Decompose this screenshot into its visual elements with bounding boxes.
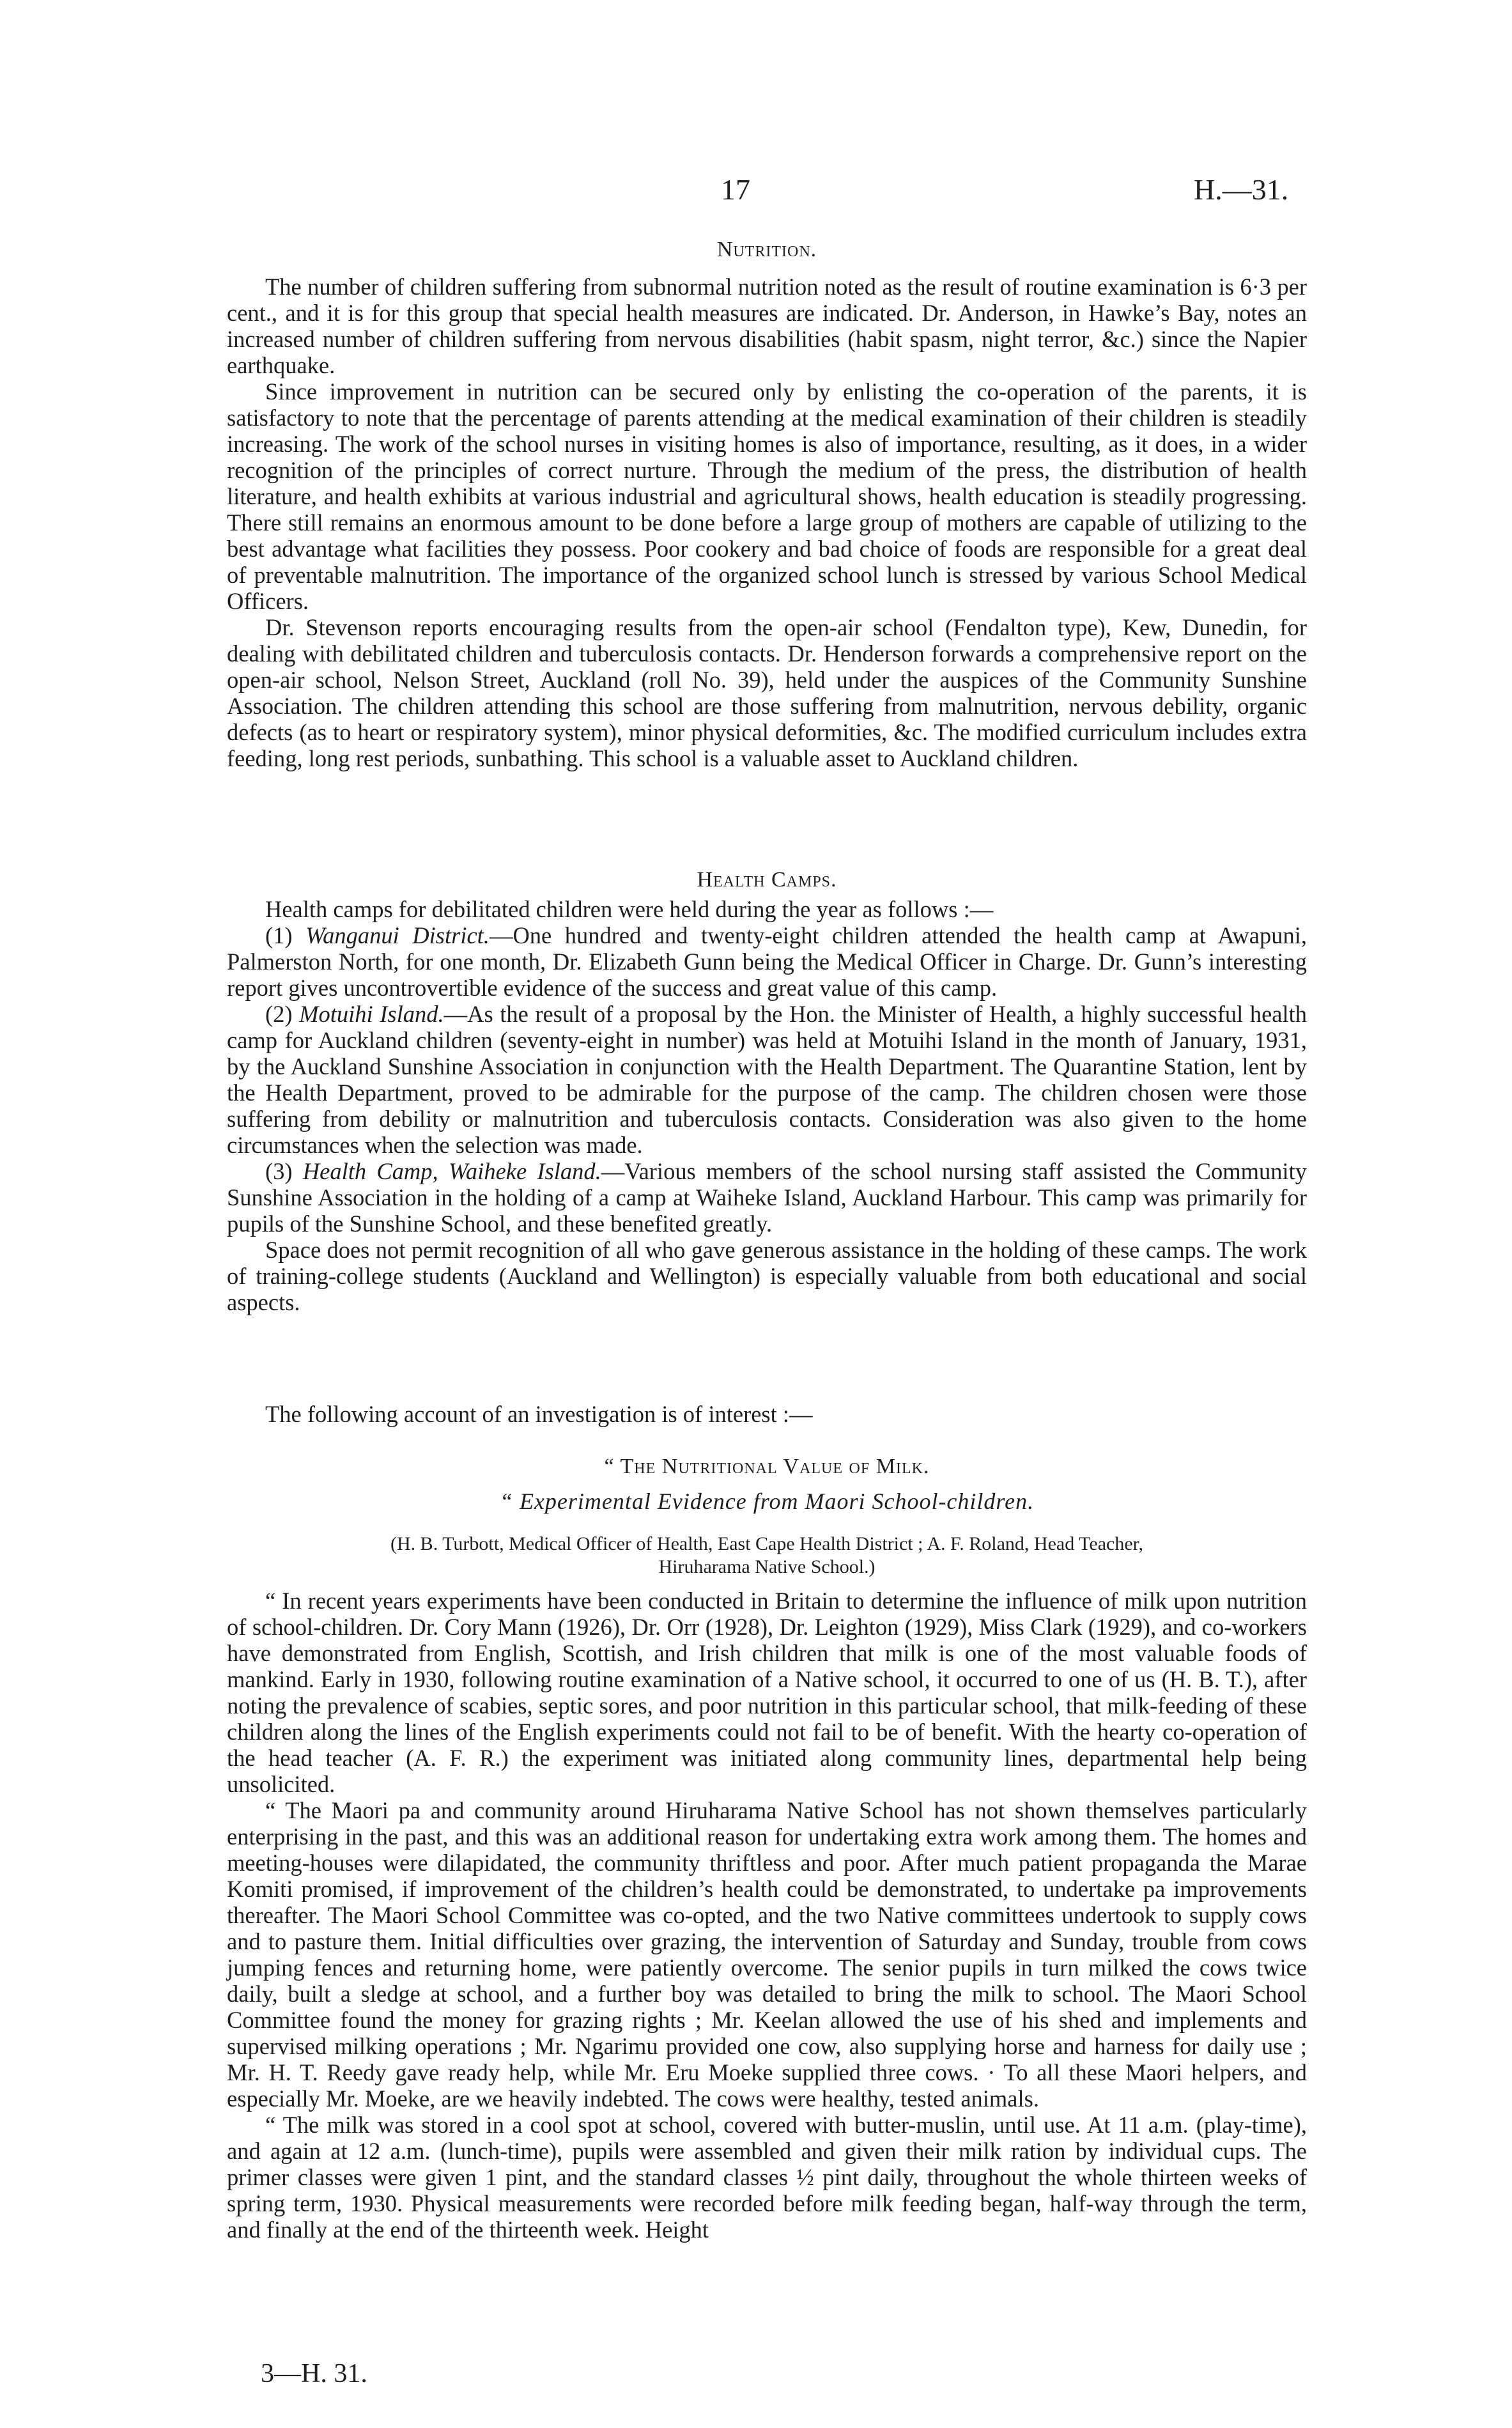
page-number: 17 (721, 173, 750, 206)
camp-2-paragraph (227, 1001, 1307, 1158)
camp-2-text: —As the result of a proposal by the Hon. the Minister of Health, a highly successful health camp for Auckland children (seventy-eight in number) was held at Motuihi Island in the month of January, 1931, by the Auckland Sunshine Association in conjunction with the Health Department. The Quarantine Station, lent by the Health Department, proved to be admirable for the purpose of the camp. The children chosen were those suffering from debility or malnutrition and tuberculosis contacts. Consideration was also given to the home circumstances when the selection was made. (227, 1001, 1308, 1158)
camp-3-text: —Various members of the school nursing staff assisted the Community Sunshine Association in the holding of a camp at Waiheke Island, Auckland Harbour. This camp was primarily for pupils of the Sunshine School, and these benefited greatly. (227, 1158, 1308, 1237)
camp-2-number: (2) (265, 1001, 293, 1027)
report-reference: H.—31. (1194, 173, 1289, 206)
health-camps-section (227, 896, 1307, 1315)
nutrition-paragraph-1: The number of children suffering from subnormal nutrition noted as the result of routine examination is 6·3 per cent., and it is for this group that special health measures are indicated. Dr. Anderson, in Hawke’s Bay, notes an increased number of children suffering from nervous disabilities (habit spasm, night terror, &c.) since the Napier earthquake. (227, 274, 1307, 378)
camps-closing: Space does not permit recognition of all who gave generous assistance in the holding of these camps. The work of training-college students (Auckland and Wellington) is especially valuable from both educational and social aspects. (227, 1237, 1307, 1315)
camp-1-text: —One hundred and twenty-eight children attended the health camp at Awapuni, Palmerston North, for one month, Dr. Elizabeth Gunn being the Medical Officer in Charge. Dr. Gunn’s interesting report gives uncontrovertible evidence of the success and great value of this camp. (227, 922, 1308, 1001)
investigation-paragraph-3: “ The milk was stored in a cool spot at school, covered with butter-muslin, until use. At 11 a.m. (play-time), and again at 12 a.m. (lunch-time), pupils were assembled and given their milk ration by individual cups. The primer classes were given 1 pint, and the standard classes ½ pint daily, throughout the whole thirteen weeks of spring term, 1930. Physical measurements were recorded before milk feeding began, half-way through the term, and finally at the end of the thirteenth week. Height (227, 2112, 1307, 2243)
camp-3-paragraph (227, 1158, 1307, 1237)
camp-3-number: (3) (265, 1158, 293, 1184)
attribution-line-1: (H. B. Turbott, Medical Officer of Health, East Cape Health District ; A. F. Roland, Head Teacher, (390, 1533, 1143, 1554)
camps-intro: Health camps for debilitated children were held during the year as follows :— (265, 896, 994, 922)
health-camps-heading: Health Camps. (697, 868, 837, 892)
camp-1-number: (1) (265, 922, 293, 948)
camp-1-place: Wanganui District. (305, 922, 490, 948)
investigation-body (227, 1588, 1307, 2243)
investigation-paragraph-1: “ In recent years experiments have been conducted in Britain to determine the influence of milk upon nutrition of school-children. Dr. Cory Mann (1926), Dr. Orr (1928), Dr. Leighton (1929), Miss Clark (1929), and co-workers have demonstrated from English, Scottish, and Irish children that milk is one of the most valuable foods of mankind. Early in 1930, following routine examination of a Native school, it occurred to one of us (H. B. T.), after noting the prevalence of scabies, septic sores, and poor nutrition in this particular school, that milk-feeding of these children along the lines of the English experiments could not fail to be of benefit. With the hearty co-operation of the head teacher (A. F. R.) the experiment was initiated along community lines, departmental help being unsolicited. (227, 1588, 1307, 1797)
investigation-attribution (227, 1533, 1307, 1579)
investigation-subtitle: “ Experimental Evidence from Maori School-children. (499, 1489, 1035, 1514)
investigation-paragraph-2: “ The Maori pa and community around Hiruharama Native School has not shown themselves particularly enterprising in the past, and this was an additional reason for undertaking extra work among them. The homes and meeting-houses were dilapidated, the community thriftless and poor. After much patient propaganda the Marae Komiti promised, if improvement of the children’s health could be demonstrated, to undertake pa improvements thereafter. The Maori School Committee was co-opted, and the two Native committees undertook to supply cows and to pasture them. Initial difficulties over grazing, the intervention of Saturday and Sunday, trouble from cows jumping fences and returning home, were patiently overcome. The senior pupils in turn milked the cows twice daily, built a sledge at school, and a further boy was detailed to bring the milk to school. The Maori School Committee found the money for grazing rights ; Mr. Keelan allowed the use of his shed and implements and supervised milking operations ; Mr. Ngarimu provided one cow, also supplying horse and harness for daily use ; Mr. H. T. Reedy gave ready help, while Mr. Eru Moeke supplied three cows. · To all these Maori helpers, and especially Mr. Moeke, are we heavily indebted. The cows were healthy, tested animals. (227, 1797, 1307, 2112)
investigation-intro: The following account of an investigation is of interest :— (265, 1401, 813, 1427)
nutrition-section (227, 274, 1307, 771)
investigation-intro-block (227, 1401, 1307, 1427)
nutrition-paragraph-3: Dr. Stevenson reports encouraging results from the open-air school (Fendalton type), Kew, Dunedin, for dealing with debilitated children and tuberculosis contacts. Dr. Henderson forwards a comprehensive report on the open-air school, Nelson Street, Auckland (roll No. 39), held under the auspices of the Community Sunshine Association. The children attending this school are those suffering from malnutrition, nervous debility, organic defects (as to heart or respiratory system), minor physical deformities, &c. The modified curriculum includes extra feeding, long rest periods, sunbathing. This school is a valuable asset to Auckland children. (227, 614, 1307, 771)
sheet-mark: 3—H. 31. (261, 2359, 367, 2388)
investigation-title: “ The Nutritional Value of Milk. (604, 1455, 930, 1478)
camp-1-paragraph (227, 922, 1307, 1001)
nutrition-heading: Nutrition. (716, 238, 817, 261)
camp-2-place: Motuihi Island. (299, 1001, 444, 1027)
camp-3-place: Health Camp, Waiheke Island. (302, 1158, 601, 1184)
attribution-line-2: Hiruharama Native School.) (658, 1556, 876, 1577)
nutrition-paragraph-2: Since improvement in nutrition can be secured only by enlisting the co-operation of the parents, it is satisfactory to note that the percentage of parents attending at the medical examination of their children is steadily increasing. The work of the school nurses in visiting homes is also of importance, resulting, as it does, in a wider recognition of the principles of correct nurture. Through the medium of the press, the distribution of health literature, and health exhibits at various industrial and agricultural shows, health education is steadily progressing. There still remains an enormous amount to be done before a large group of mothers are capable of utilizing to the best advantage what facilities they possess. Poor cookery and bad choice of foods are responsible for a great deal of preventable malnutrition. The importance of the organized school lunch is stressed by various School Medical Officers. (227, 378, 1307, 614)
